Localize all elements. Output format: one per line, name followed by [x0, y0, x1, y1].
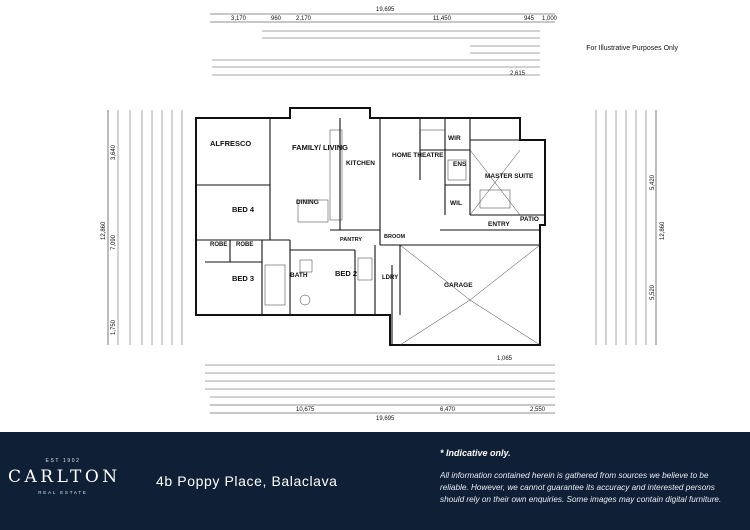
- room-label-entry: ENTRY: [488, 221, 510, 228]
- room-label-wir: WIR: [448, 135, 461, 142]
- svg-text:2,170: 2,170: [296, 16, 312, 22]
- svg-text:3,170: 3,170: [231, 16, 247, 22]
- svg-text:5,420: 5,420: [650, 174, 656, 190]
- top-total-dimension: 19,695: [376, 7, 395, 13]
- room-label-bed-3: BED 3: [232, 274, 255, 283]
- svg-text:1,065: 1,065: [497, 356, 513, 362]
- room-label-kitchen: KITCHEN: [346, 160, 375, 167]
- room-label-dining: DINING: [296, 199, 319, 206]
- svg-text:1,000: 1,000: [542, 16, 558, 22]
- room-label-bed-2: BED 2: [335, 269, 358, 278]
- svg-text:10,675: 10,675: [296, 407, 315, 413]
- room-label-broom: BROOM: [384, 234, 406, 240]
- room-label-bed-4: BED 4: [232, 205, 255, 214]
- room-label-ldry: LDRY: [382, 275, 399, 281]
- room-label-pantry: PANTRY: [340, 237, 362, 243]
- svg-text:3,640: 3,640: [111, 144, 117, 160]
- legal-disclaimer: [440, 470, 750, 506]
- room-label-robe-1: ROBE: [210, 242, 228, 248]
- disclaimer-line: All information contained herein is gathered from sources we believe to be: [440, 471, 709, 480]
- logo-est: EST 1902: [45, 458, 81, 464]
- room-label-alfresco: ALFRESCO: [210, 139, 252, 148]
- svg-text:6,470: 6,470: [440, 407, 456, 413]
- room-label-wil: WIL: [450, 200, 462, 207]
- room-label-garage: GARAGE: [444, 282, 473, 289]
- left-total-dimension: 12,860: [101, 221, 107, 240]
- svg-text:2,550: 2,550: [530, 407, 546, 413]
- room-label-master-suite: MASTER SUITE: [485, 173, 534, 180]
- svg-text:960: 960: [271, 16, 282, 22]
- bottom-total-dimension: 19,695: [376, 416, 395, 422]
- room-label-patio: PATIO: [520, 216, 539, 223]
- indicative-note: * Indicative only.: [440, 448, 511, 458]
- room-label-ens: ENS: [453, 161, 467, 168]
- svg-text:7,090: 7,090: [111, 234, 117, 250]
- logo-sub: REAL ESTATE: [38, 490, 88, 495]
- illustrative-disclaimer: For Illustrative Purposes Only: [586, 45, 678, 52]
- svg-text:11,450: 11,450: [433, 16, 451, 22]
- svg-text:5,520: 5,520: [650, 284, 656, 300]
- right-total-dimension: 12,860: [660, 221, 666, 240]
- svg-text:945: 945: [524, 16, 535, 22]
- room-label-home-theatre: HOME THEATRE: [392, 152, 444, 159]
- logo-name: CARLTON: [8, 467, 121, 487]
- disclaimer-line: should rely on their own enquiries. Some images may contain digital furniture.: [440, 495, 722, 504]
- carlton-logo: [8, 458, 121, 495]
- room-label-bath: BATH: [290, 272, 308, 279]
- room-label-family-living: FAMILY/ LIVING: [292, 143, 348, 152]
- disclaimer-line: reliable. However, we cannot guarantee its accuracy and interested persons: [440, 483, 715, 492]
- svg-text:2,615: 2,615: [510, 71, 526, 77]
- property-address: 4b Poppy Place, Balaclava: [156, 473, 338, 489]
- room-label-robe-2: ROBE: [236, 242, 254, 248]
- svg-text:1,750: 1,750: [111, 319, 117, 335]
